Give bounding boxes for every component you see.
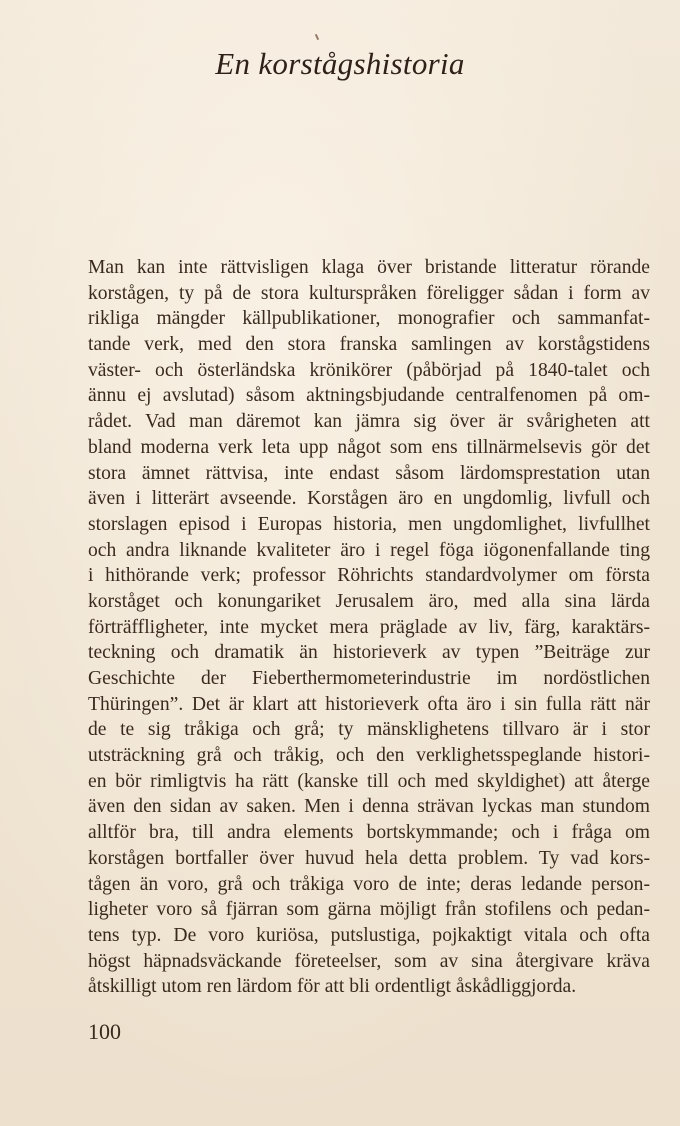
text-line: rikliga mängder källpublikationer, monografier och sammanfat- [88, 308, 650, 330]
text-line: väster- och österländska krönikörer (påbörjad på 1840-talet och [88, 359, 650, 381]
text-line: tens typ. De voro kuriösa, putslustiga, pojkaktigt vitala och ofta [88, 924, 650, 946]
text-line: alltför bra, till andra elements bortskymmande; och i fråga om [88, 822, 650, 844]
text-line: i hithörande verk; professor Röhrichts standardvolymer om första [88, 565, 650, 587]
text-line: utsträckning grå och tråkig, och den verklighetsspeglande histori- [88, 745, 650, 767]
text-line: och andra liknande kvaliteter äro i regel föga iögonenfallande ting [88, 539, 650, 561]
page-number: 100 [88, 1019, 121, 1044]
text-line: korstågen bortfaller över huvud hela detta problem. Ty vad kors- [88, 847, 650, 869]
text-line: Thüringen”. Det är klart att historieverk ofta äro i sin fulla rätt när [88, 693, 650, 715]
text-line: de te sig tråkiga och grå; ty mänsklighetens tillvaro är i stor [88, 719, 650, 741]
chapter-title: En korstågshistoria [215, 46, 465, 81]
text-line: även i litterärt avseende. Korstågen äro en ungdomlig, livfull och [88, 488, 650, 510]
text-line: Man kan inte rättvisligen klaga över bristande litteratur rörande [88, 257, 650, 278]
text-line-last: åtskilligt utom ren lärdom för att bli ordentligt åskådliggjorda. [88, 976, 577, 998]
text-line: en bör rimligtvis ha rätt (kanske till och med skyldighet) att återge [88, 770, 650, 792]
body-paragraph [88, 255, 650, 1000]
text-line: förträffligheter, inte mycket mera präglade av liv, färg, karaktärs- [88, 616, 650, 638]
text-line: storslagen episod i Europas historia, men ungdomlighet, livfullhet [88, 513, 650, 535]
text-line: korstågen, ty på de stora kulturspråken föreligger sådan i form av [88, 282, 650, 304]
text-line: ännu ej avslutad) såsom aktningsbjudande centralfenomen på om- [88, 385, 650, 407]
text-line: rådet. Vad man däremot kan jämra sig över är svårigheten att [88, 411, 650, 433]
text-line: korståget och konungariket Jerusalem äro, med alla sina lärda [88, 590, 650, 612]
text-line: bland moderna verk leta upp något som ens tillnärmelsevis gör det [88, 436, 650, 458]
text-line: även den sidan av saken. Men i denna strävan lyckas man stundom [88, 796, 650, 818]
text-line: tågen än voro, grå och tråkiga voro de inte; deras ledande person- [88, 873, 650, 895]
text-line: stora ämnet rättvisa, inte endast såsom lärdomsprestation utan [88, 462, 650, 484]
text-line: tande verk, med den stora franska samlingen av korstågstidens [88, 334, 650, 356]
text-line: teckning och dramatik än historieverk av typen ”Beiträge zur [88, 642, 650, 664]
ink-speck-decoration [315, 34, 319, 40]
text-line: ligheter voro så fjärran som gärna möjligt från stofilens och pedan- [88, 899, 650, 921]
text-line: Geschichte der Fieberthermometerindustrie im nordöstlichen [88, 668, 650, 689]
text-line: högst häpnadsväckande företeelser, som av sina återgivare kräva [88, 950, 650, 972]
